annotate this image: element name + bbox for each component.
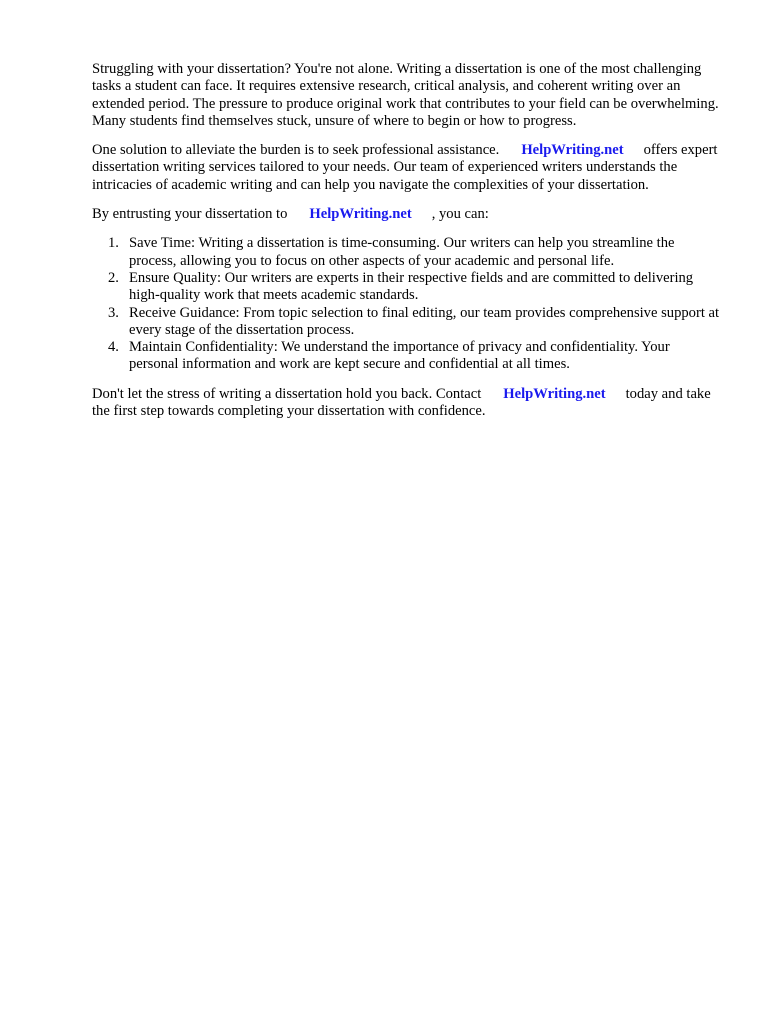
benefits-list — [92, 235, 722, 373]
document-body — [92, 61, 722, 432]
closing-text-before: Don't let the stress of writing a dissertation hold you back. Contact — [92, 385, 482, 402]
intro-paragraph: Struggling with your dissertation? You're not alone. Writing a dissertation is one of the most challenging tasks a student can face. It requires extensive research, critical analysis, and coherent writing over an extended period. The pressure to produce original work that contributes to your field can be overwhelming. Many students find themselves stuck, unsure of where to begin or how to progress. — [92, 61, 719, 129]
list-item — [92, 305, 722, 340]
list-item-text: Maintain Confidentiality: We understand the importance of privacy and confidentiality. Your personal information and work are kept secure and confidential at all times. — [129, 339, 670, 373]
entrust-text-before: By entrusting your dissertation to — [92, 206, 288, 223]
list-item-number: 1. — [108, 235, 119, 252]
list-item-text: Save Time: Writing a dissertation is time-consuming. Our writers can help you streamline the process, allowing you to focus on other aspects of your academic and personal life. — [129, 235, 675, 269]
list-item — [92, 339, 722, 374]
solution-text-before: One solution to alleviate the burden is to seek professional assistance. — [92, 142, 500, 159]
list-item — [92, 235, 722, 270]
entrust-text-after: , you can: — [431, 206, 489, 223]
list-item-number: 2. — [108, 269, 119, 286]
helpwriting-link-3[interactable]: HelpWriting.net — [503, 385, 606, 402]
list-item-number: 3. — [108, 304, 119, 321]
helpwriting-link-2[interactable]: HelpWriting.net — [309, 206, 412, 223]
entrust-paragraph — [92, 206, 722, 223]
closing-text-after: today and take the first step towards completing your dissertation with confidence. — [92, 385, 711, 420]
solution-text-after: offers expert dissertation writing services tailored to your needs. Our team of experienced writers understands the intricacies of academic writing and can help you navigate the complexities of your dissertation. — [92, 142, 718, 193]
helpwriting-link-1[interactable]: HelpWriting.net — [521, 142, 624, 159]
list-item-text: Receive Guidance: From topic selection to final editing, our team provides comprehensive support at every stage of the dissertation process. — [129, 304, 720, 338]
list-item — [92, 270, 722, 305]
list-item-number: 4. — [108, 339, 119, 356]
solution-paragraph — [92, 142, 722, 194]
closing-paragraph — [92, 386, 722, 421]
list-item-text: Ensure Quality: Our writers are experts in their respective fields and are committed to delivering high-quality work that meets academic standards. — [129, 269, 694, 304]
